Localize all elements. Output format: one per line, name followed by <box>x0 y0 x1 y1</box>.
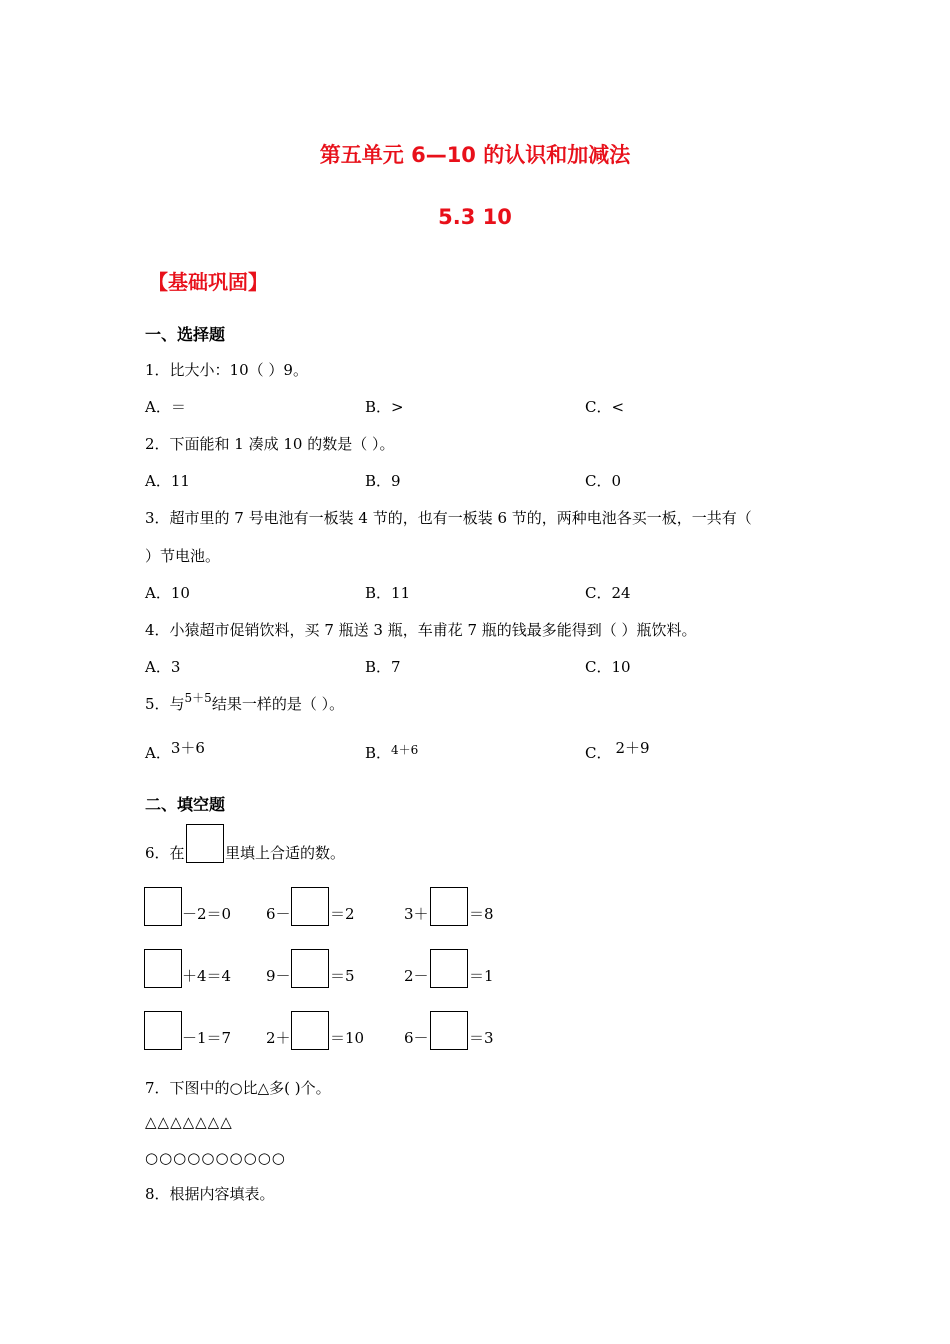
question-8: 8．根据内容填表。 <box>145 1185 275 1203</box>
eq-r1c2-post: ＝2 <box>330 905 355 923</box>
question-6-pre: 6．在 <box>145 844 185 862</box>
q2-option-b: B．9 <box>365 472 401 490</box>
answer-box-r2c1[interactable] <box>144 949 182 988</box>
eq-r2c1: ＋4＝4 <box>182 967 232 985</box>
lesson-subtitle: 5.3 10 <box>438 205 512 229</box>
q1-option-a: A．＝ <box>145 398 186 416</box>
answer-box-r2c3[interactable] <box>430 949 468 988</box>
question-1: 1．比大小：10（ ）9。 <box>145 361 308 379</box>
question-6-post: 里填上合适的数。 <box>225 844 346 862</box>
eq-r1c1: －2＝0 <box>182 905 232 923</box>
q2-option-a: A．11 <box>145 472 190 490</box>
q5-option-c-label: C． <box>585 744 612 762</box>
page-title: 第五单元 6—10 的认识和加减法 <box>319 143 631 167</box>
question-7: 7．下图中的○比△多( )个。 <box>145 1079 331 1097</box>
answer-box-r1c3[interactable] <box>430 887 468 926</box>
eq-r3c3-pre: 6－ <box>404 1029 429 1047</box>
eq-r1c2-pre: 6－ <box>266 905 291 923</box>
q2-option-c: C．0 <box>585 472 622 490</box>
q1-option-c: C．< <box>585 398 625 416</box>
q5-option-a-label: A． <box>145 744 171 762</box>
question-4: 4．小猿超市促销饮料，买 7 瓶送 3 瓶，车甫花 7 瓶的钱最多能得到（ ）瓶饮料。 <box>145 621 697 639</box>
question-3-line2: ）节电池。 <box>145 547 221 565</box>
q5-option-b-expr: 4＋6 <box>391 743 419 757</box>
q5-option-b-label: B． <box>365 744 392 762</box>
circles-row: ○○○○○○○○○○ <box>145 1149 286 1167</box>
question-2: 2．下面能和 1 凑成 10 的数是（ ）。 <box>145 435 395 453</box>
answer-box-r3c3[interactable] <box>430 1011 468 1050</box>
eq-r3c2-post: ＝10 <box>330 1029 365 1047</box>
q4-option-b: B．7 <box>365 658 401 676</box>
eq-r1c3-pre: 3＋ <box>404 905 429 923</box>
q3-option-c: C．24 <box>585 584 631 602</box>
eq-r2c3-post: ＝1 <box>469 967 494 985</box>
q5-option-a-expr: 3＋6 <box>170 739 205 757</box>
eq-r1c3-post: ＝8 <box>469 905 494 923</box>
answer-box-r1c1[interactable] <box>144 887 182 926</box>
q3-option-b: B．11 <box>365 584 411 602</box>
q4-option-a: A．3 <box>145 658 181 676</box>
q1-option-b: B．> <box>365 398 404 416</box>
answer-box-r3c2[interactable] <box>291 1011 329 1050</box>
question-5-pre: 5．与 <box>145 695 185 713</box>
answer-box-r2c2[interactable] <box>291 949 329 988</box>
q5-option-b <box>365 742 418 763</box>
section-choice: 一、选择题 <box>145 325 226 344</box>
question-3-line1: 3．超市里的 7 号电池有一板装 4 节的，也有一板装 6 节的，两种电池各买一板，一共有（ <box>145 509 752 527</box>
answer-box-r3c1[interactable] <box>144 1011 182 1050</box>
q5-option-a <box>145 739 205 763</box>
triangles-row: △△△△△△△ <box>145 1113 233 1131</box>
q5-option-c-expr: 2＋9 <box>615 739 650 757</box>
section-fill: 二、填空题 <box>145 795 226 814</box>
eq-r2c2-post: ＝5 <box>330 967 355 985</box>
q4-option-c: C．10 <box>585 658 631 676</box>
answer-box-r1c2[interactable] <box>291 887 329 926</box>
eq-r3c3-post: ＝3 <box>469 1029 494 1047</box>
question-5 <box>145 693 344 714</box>
eq-r3c2-pre: 2＋ <box>266 1029 291 1047</box>
question-5-post: 结果一样的是（ ）。 <box>211 695 345 713</box>
eq-r2c3-pre: 2－ <box>404 967 429 985</box>
eq-r2c2-pre: 9－ <box>266 967 291 985</box>
q5-option-c <box>585 739 650 763</box>
basic-label: 【基础巩固】 <box>148 270 268 294</box>
question-5-expr: 5＋5 <box>184 691 212 705</box>
q3-option-a: A．10 <box>145 584 190 602</box>
eq-r3c1: －1＝7 <box>182 1029 232 1047</box>
answer-box-sample <box>186 824 224 863</box>
